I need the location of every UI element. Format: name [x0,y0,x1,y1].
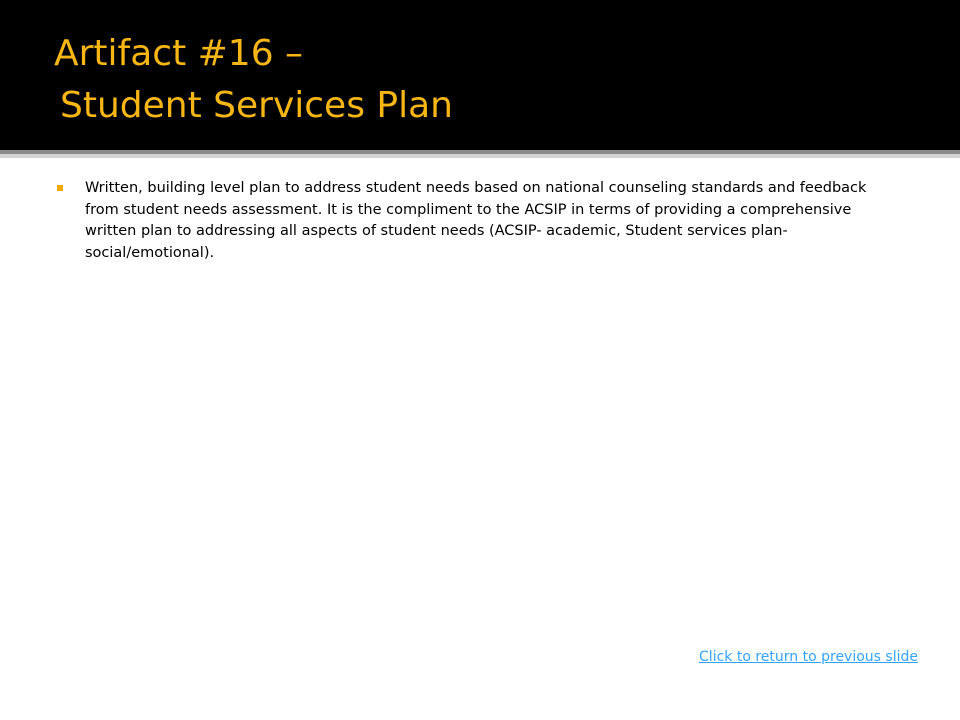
bullet-item [54,178,904,264]
title-divider-shadow [0,154,960,158]
bullet-text: Written, building level plan to address student needs based on national counseling standards and feedback from student needs assessment. It is the compliment to the ACSIP in terms of providing a comprehensive written plan to addressing all aspects of student needs (ACSIP- academic, Student services plan-social/emotional). [85,180,867,261]
title-band [0,0,960,150]
square-bullet-icon [57,185,63,191]
title-line-1: Artifact #16 – [54,33,304,74]
return-to-previous-slide-link[interactable]: Click to return to previous slide [699,649,918,665]
slide-title [54,28,453,132]
bullet-list [54,178,904,264]
title-line-2: Student Services Plan [60,85,453,126]
